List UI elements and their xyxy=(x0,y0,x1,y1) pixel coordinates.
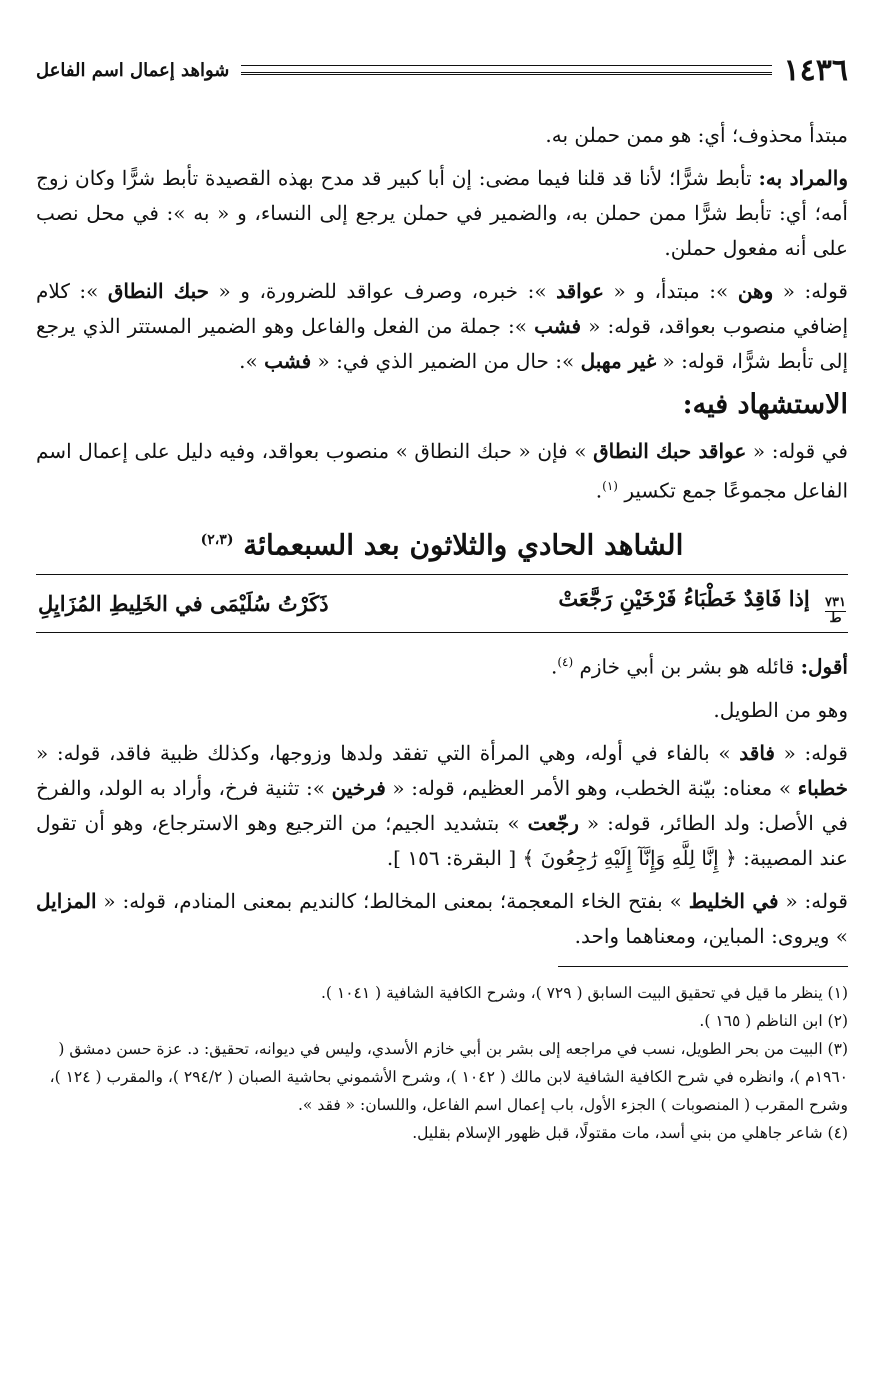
footnote-ref: (٤) xyxy=(557,654,574,669)
paragraph: في قوله: « عواقد حبك النطاق » فإن « حبك النطاق » منصوب بعواقد، وفيه دليل على إعمال اسم الفاعل مجموعًا جمع تكسير $^{(١)}$. xyxy=(36,439,848,503)
paragraph: مبتدأ محذوف؛ أي: هو ممن حملن به. xyxy=(545,123,848,147)
footnote-ref: (٢،٣) xyxy=(200,531,234,548)
footnote: (٢) ابن الناظم ( ١٦٥ ). xyxy=(699,1011,848,1030)
footnotes xyxy=(36,979,848,1147)
paragraph: وهو من الطويل. xyxy=(713,697,848,722)
paragraph: قوله: « وهن »: مبتدأ، و « عواقد »: خبره، وصرف عواقد للضرورة، و « حبك النطاق »: كلام إضافي منصوب بعواقد، قوله: « فشب »: جملة من الفعل والفاعل وهو الضمير المستتر الذي يرجع إلى تأبط شرًّا، قوله: « غير مهبل »: حال من الضمير الذي في: « فشب ». xyxy=(36,279,849,373)
paragraph: قوله: « فاقد » بالفاء في أوله، وهي المرأة التي تفقد ولدها وزوجها، وكذلك ظبية فاقد، قوله: « خطباء » معناه: بيّنة الخطب، وهو الأمر العظيم، قوله: « فرخين »: تثنية فرخ، وأراد به الولد، والفرخ في الأصل: ولد الطائر، قوله: « رجّعت » بتشديد الجيم؛ من الترجيع وهو الاسترجاع، وهو أن تقول عند المصيبة: ﴿ إِنَّا لِلَّهِ وَإِنَّآ إِلَيْهِ رَٰجِعُونَ ﴾ [ البقرة: ١٥٦ ]. xyxy=(36,740,849,870)
book-page xyxy=(36,48,848,1358)
verse-line xyxy=(36,574,848,633)
footnote-ref: (١) xyxy=(602,479,618,493)
header-rule xyxy=(241,65,771,75)
running-title: شواهد إعمال اسم الفاعل xyxy=(36,59,230,81)
main-text xyxy=(36,118,848,954)
footnote-separator xyxy=(558,966,848,967)
verse-number: ٧٣١ ط xyxy=(825,594,846,626)
footnote: (١) ينظر ما قيل في تحقيق البيت السابق ( ٧٢٩ )، وشرح الكافية الشافية ( ١٠٤١ ). xyxy=(320,983,848,1002)
shahid-title: الشاهد الحادي والثلاثون بعد السبعمائة $^{(٢،٣)}$ xyxy=(200,527,684,561)
paragraph: أقول: قائله هو بشر بن أبي خازم $^{(٤)}$. xyxy=(550,654,848,679)
verse-first-half: ٧٣١ ط إذا فَاقِدٌ خَطْبَاءُ فَرْخَيْنِ رَجَّعَتْ xyxy=(558,585,846,626)
paragraph: قوله: « في الخليط » بفتح الخاء المعجمة؛ بمعنى المخالط؛ كالنديم بمعنى المنادم، قوله: « المزايل » ويروى: المباين، ومعناهما واحد. xyxy=(36,888,848,948)
footnote: (٤) شاعر جاهلي من بني أسد، مات مقتولًا، قبل ظهور الإسلام بقليل. xyxy=(412,1123,848,1142)
footnote: (٣) البيت من بحر الطويل، نسب في مراجعه إلى بشر بن أبي خازم الأسدي، وليس في ديوانه، تحقيق: د. عزة حسن دمشق ( ١٩٦٠م )، وانظره في شرح الكافية الشافية لابن مالك ( ١٠٤٢ )، وشرح الأشموني بحاشية الصبان ( ٢٩٤/٢ )، والمقرب ( ١٢٤ )، وشرح المقرب ( المنصوبات ) الجزء الأول، باب إعمال اسم الفاعل، واللسان: « فقد ». xyxy=(49,1039,848,1114)
paragraph: والمراد به: تأبط شرًّا؛ لأنا قد قلنا فيما مضى: إن أبا كبير قد مدح بهذه القصيدة تأبط شرًّا وكان زوج أمه؛ أي: تأبط شرًّا ممن حملن به، والضمير في حملن يرجع إلى النساء، و « به »: في محل نصب على أنه مفعول حملن. xyxy=(36,166,848,260)
section-heading: الاستشهاد فيه: xyxy=(682,389,848,420)
verse-second-half: ذَكَرْتُ سُلَيْمَى في الخَلِيطِ المُزَايِلِ xyxy=(38,590,329,616)
page-number: ١٤٣٦ xyxy=(783,52,848,88)
page-header xyxy=(36,48,848,92)
